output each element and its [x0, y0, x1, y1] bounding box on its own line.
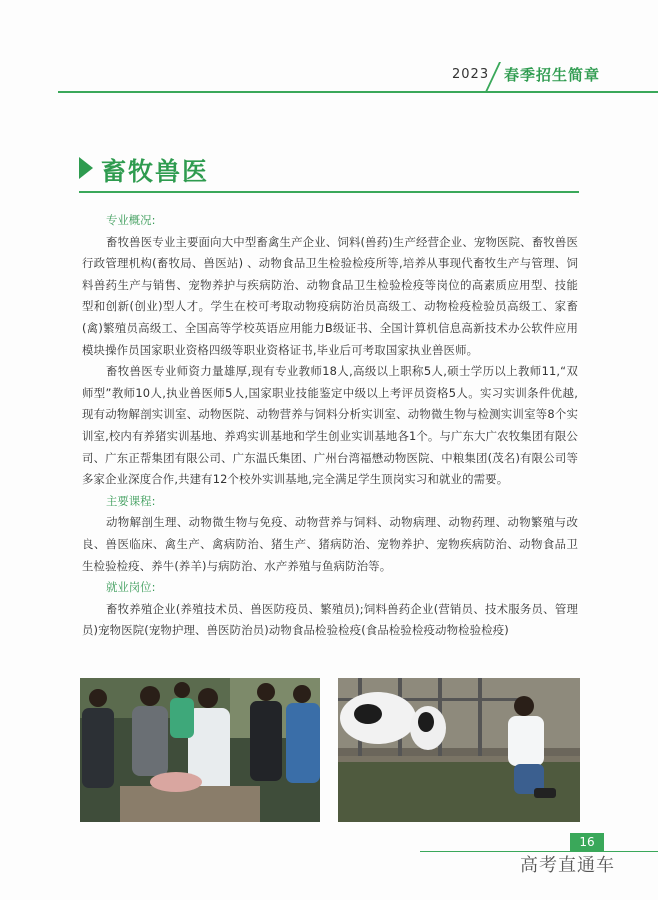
section-title: 畜牧兽医 [101, 157, 210, 186]
watermark-text: 高考直通车 [520, 855, 615, 876]
photo-students-illustration [80, 678, 320, 822]
header-title: 春季招生简章 [504, 66, 601, 84]
jobs-heading: 就业岗位: [106, 580, 156, 595]
courses-heading: 主要课程: [106, 493, 156, 508]
section-underline [79, 191, 579, 193]
section-arrow-icon [79, 157, 93, 179]
overview-paragraph-2: 畜牧兽医专业师资力量雄厚,现有专业教师18人,高级以上职称5人,硕士学历以上教师11,“双师型”教师10人,执业兽医师5人,国家职业技能鉴定中级以上考评员资格5人。实习实训条件优越,现有动物解剖实训室、动物医院、动物营养与饲料分析实训室、动物微生物与检测实训室等8个实训室,校内有养猪实训基地、养鸡实训基地和学生创业实训基地各1个。与广东大广农牧集团有限公司、广东正帮集团有限公司、广东温氏集团、广州台湾福懋动物医院、中粮集团(茂名)有限公司等多家企业深度合作,共建有12个校外实训基地,完全满足学生顶岗实习和就业的需要。 [82, 364, 578, 487]
overview-heading: 专业概况: [106, 213, 156, 227]
overview-paragraph-1: 畜牧兽医专业主要面向大中型畜禽生产企业、饲料(兽药)生产经营企业、宠物医院、畜牧兽医行政管理机构(畜牧局、兽医站) 、动物食品卫生检验检疫所等,培养从事现代畜牧生产与管理、饲料兽药生产与销售、宠物养护与疾病防治、动物食品卫生检验检疫等岗位的高素质应用型、技能型和创新(创业)型人才。学生在校可考取动物疫病防治员高级工、动物检疫检验员高级工、家畜(禽)繁殖员高级工、全国高等学校英语应用能力B级证书、全国计算机信息高新技术办公软件应用模块操作员国家职业资格四级等职业资格证书,毕业后可考取国家执业兽医师。 [82, 234, 578, 357]
photo-cow-barn [338, 678, 580, 822]
page-number: 16 [570, 833, 604, 851]
header-year: 2023 [452, 67, 490, 82]
photo-students-practical [80, 678, 320, 822]
header-rule [58, 91, 658, 93]
article-body [82, 210, 578, 642]
photo-barn-illustration [338, 678, 580, 822]
courses-paragraph: 动物解剖生理、动物微生物与免疫、动物营养与饲料、动物病理、动物药理、动物繁殖与改良、兽医临床、禽生产、禽病防治、猪生产、猪病防治、宠物养护、宠物疾病防治、动物食品卫生检验检疫、养牛(养羊)与病防治、水产养殖与鱼病防治等。 [82, 515, 578, 573]
jobs-paragraph: 畜牧养殖企业(养殖技术员、兽医防疫员、繁殖员);饲料兽药企业(营销员、技术服务员、管理员)宠物医院(宠物护理、兽医防治员)动物食品检验检疫(食品检验检疫动物检验检疫) [82, 601, 578, 638]
